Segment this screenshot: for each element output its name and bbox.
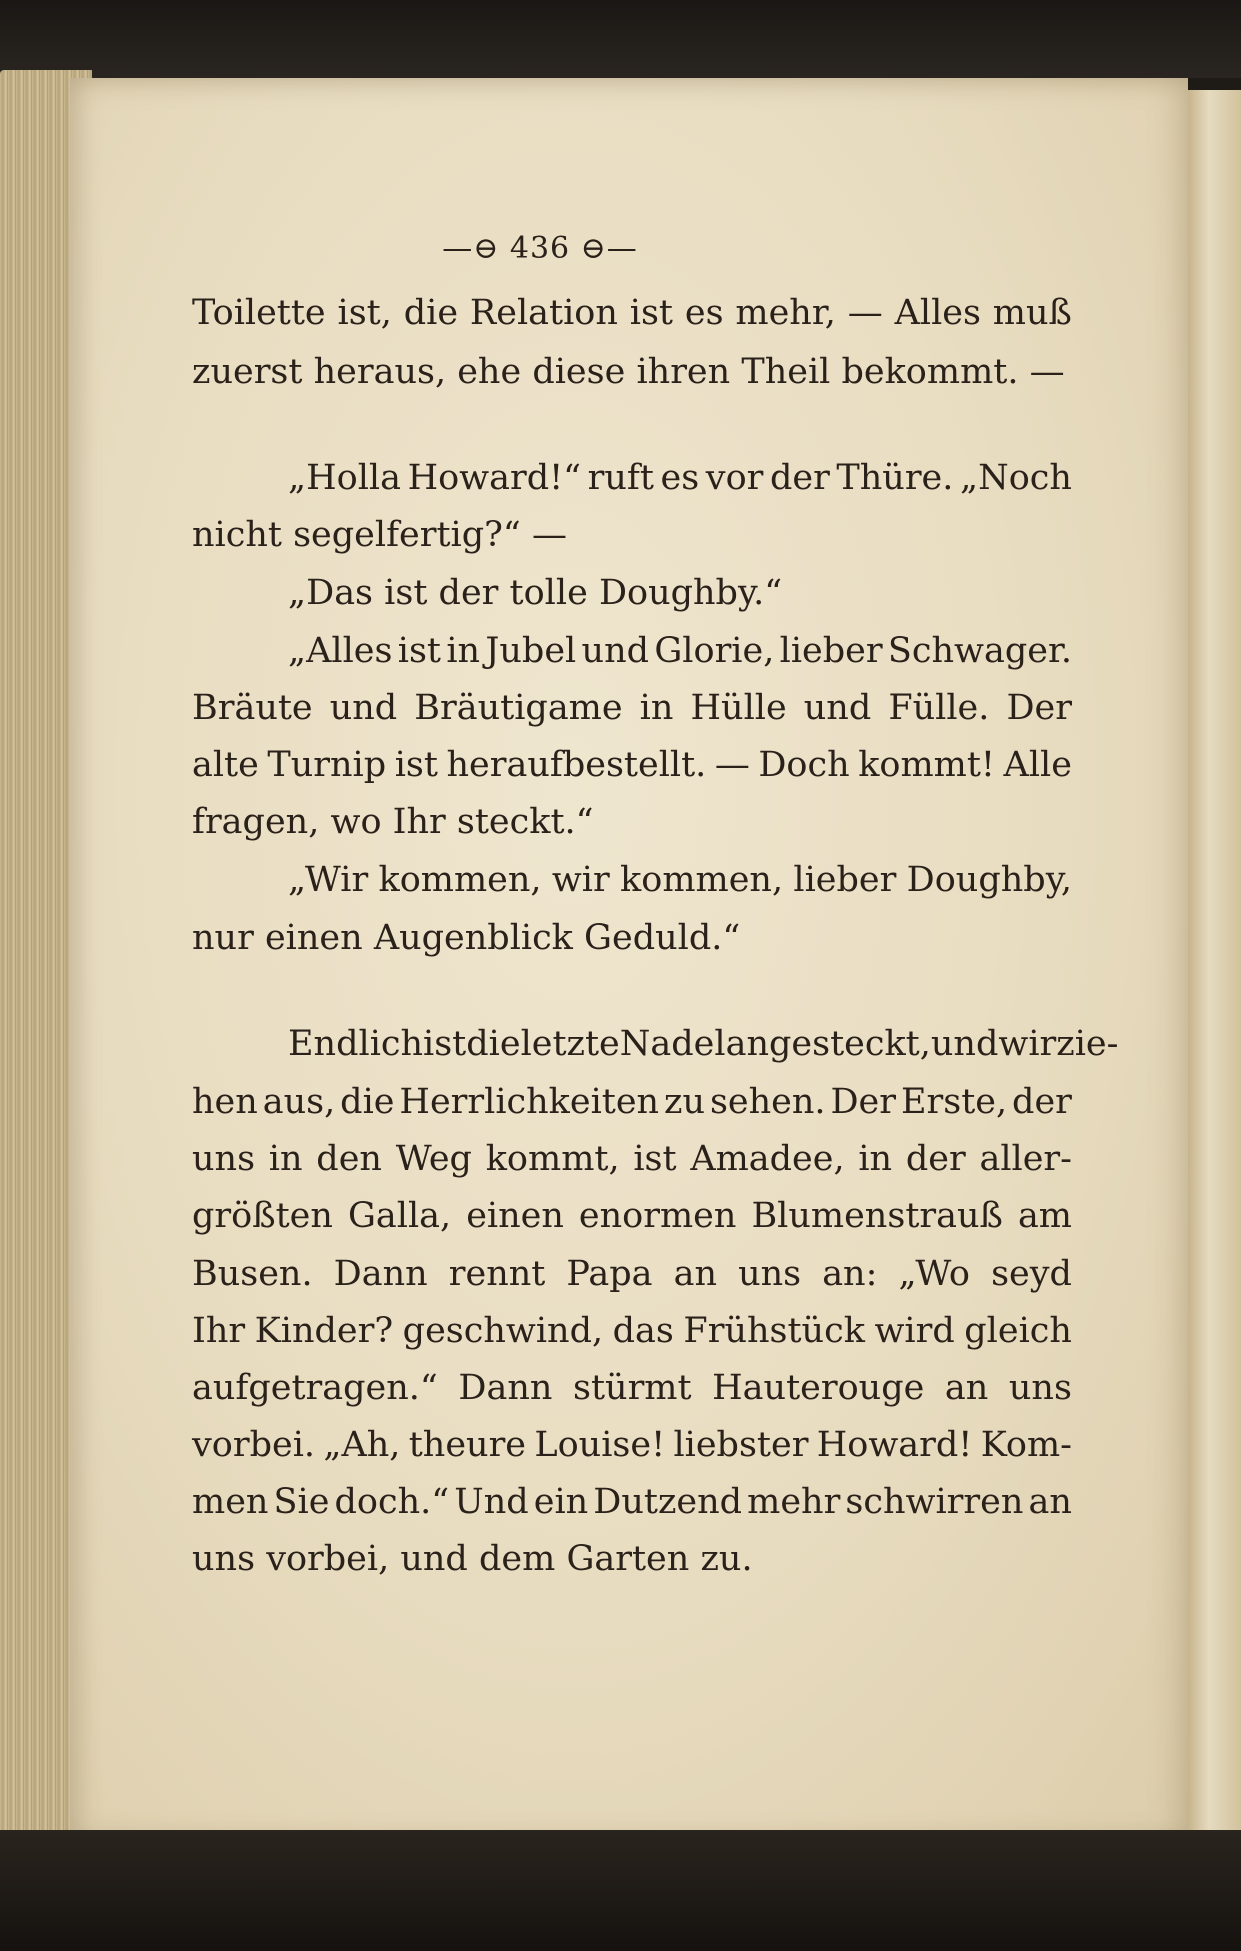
word: — (714, 745, 750, 785)
word: Hülle (690, 688, 787, 728)
word: und (329, 688, 398, 728)
word: Dutzend (593, 1482, 743, 1522)
word: „Ah, (323, 1425, 401, 1465)
word: Erste, (900, 1082, 1008, 1122)
word: kommt, (485, 1139, 620, 1179)
word: Weg (395, 1139, 472, 1179)
word: vor (705, 458, 764, 498)
word: wird (874, 1311, 955, 1351)
text-line (192, 745, 1072, 785)
word: am (1017, 1196, 1072, 1236)
word: bekommt. (841, 352, 1019, 392)
word: größten (192, 1196, 333, 1236)
word: nur (192, 918, 254, 958)
word: „Holla (288, 458, 401, 498)
word: seyd (991, 1254, 1072, 1294)
word: heraufbestellt. (446, 745, 707, 785)
word: „Wo (898, 1254, 971, 1294)
word: Herrlichkeiten (399, 1082, 660, 1122)
word: Howard!“ (407, 458, 582, 498)
word: uns (192, 1539, 256, 1579)
word: fragen, (192, 802, 320, 842)
word: an (1028, 1482, 1072, 1522)
word: ist (633, 1139, 677, 1179)
word: wir (551, 860, 610, 900)
word: der (438, 573, 499, 613)
text-line (192, 1368, 1072, 1408)
word: ist (423, 1024, 467, 1064)
word: Dann (333, 1254, 428, 1294)
word: nicht (192, 515, 282, 555)
word: Thüre. (836, 458, 954, 498)
word: uns (1008, 1368, 1072, 1408)
word: enormen (578, 1196, 737, 1236)
word: Augenblick (373, 918, 573, 958)
word: an: (822, 1254, 878, 1294)
word: kommen, (620, 860, 784, 900)
word: liebster (673, 1425, 809, 1465)
word: an (944, 1368, 989, 1408)
word: mehr (747, 1482, 841, 1522)
word: geschwind, (402, 1311, 604, 1351)
word: und (400, 1539, 468, 1579)
word: Bräutigame (414, 688, 623, 728)
word: den (316, 1139, 382, 1179)
word: in (268, 1139, 303, 1179)
word: uns (192, 1139, 256, 1179)
word: ist, (337, 293, 392, 333)
word: Frühstück (683, 1311, 865, 1351)
word: mehr, (735, 293, 836, 333)
word: Theil (741, 352, 831, 392)
word: — (847, 293, 883, 333)
word: Doughby.“ (598, 573, 783, 613)
text-line (192, 1539, 753, 1579)
word: hen (192, 1082, 258, 1122)
word: angesteckt, (725, 1024, 931, 1064)
word: Galla, (347, 1196, 452, 1236)
word: aller- (979, 1139, 1072, 1179)
word: Der (1006, 688, 1072, 728)
word: ist (629, 293, 673, 333)
text-line (288, 860, 1072, 900)
word: einen (466, 1196, 564, 1236)
text-line (192, 1196, 1072, 1236)
word: und (803, 688, 872, 728)
word: diese (532, 352, 626, 392)
word: „Noch (959, 458, 1072, 498)
word: Sie (273, 1482, 330, 1522)
word: Jubel (485, 631, 577, 671)
word: zu (664, 1082, 706, 1122)
word: segelfertig?“ (293, 515, 521, 555)
word: das (612, 1311, 674, 1351)
text-line (192, 515, 567, 555)
word: uns (738, 1254, 802, 1294)
word: Hauterouge (712, 1368, 925, 1408)
text-line (192, 1082, 1072, 1122)
word: lieber (779, 631, 883, 671)
text-line (192, 1254, 1072, 1294)
word: Louise! (534, 1425, 666, 1465)
page-edge-right (1188, 90, 1241, 1845)
word: in (858, 1139, 893, 1179)
word: „Alles (288, 631, 393, 671)
word: rennt (448, 1254, 546, 1294)
word: wir (998, 1024, 1057, 1064)
word: Kom- (980, 1425, 1072, 1465)
word: Schwager. (887, 631, 1072, 671)
word: wo (330, 802, 382, 842)
text-line (192, 918, 741, 958)
text-line (192, 802, 594, 842)
word: lieber (793, 860, 897, 900)
word: aufgetragen.“ (192, 1368, 438, 1408)
word: ihren (636, 352, 731, 392)
word: Dann (458, 1368, 553, 1408)
word: Papa (566, 1254, 653, 1294)
word: doch.“ (334, 1482, 450, 1522)
word: ist (394, 745, 438, 785)
word: ist (384, 573, 428, 613)
word: Relation (469, 293, 618, 333)
word: ruft (587, 458, 654, 498)
word: und (930, 1024, 999, 1064)
word: heraus, (313, 352, 447, 392)
word: der (769, 458, 830, 498)
word: zu. (700, 1539, 753, 1579)
word: steckt.“ (456, 802, 594, 842)
word: aus, (262, 1082, 336, 1122)
word: „Das (288, 573, 374, 613)
word: Kinder? (254, 1311, 394, 1351)
word: Fülle. (888, 688, 990, 728)
word: Doch (758, 745, 850, 785)
word: Glorie, (654, 631, 775, 671)
word: kommt! (858, 745, 995, 785)
word: Endlich (288, 1024, 424, 1064)
word: Blumenstrauß (751, 1196, 1003, 1236)
word: Nadel (619, 1024, 726, 1064)
word: letzte (520, 1024, 620, 1064)
word: Der (830, 1082, 897, 1122)
word: Geduld.“ (584, 918, 741, 958)
word: muß (992, 293, 1072, 333)
word: zie- (1056, 1024, 1119, 1064)
text-line (192, 688, 1072, 728)
word: Doughby, (906, 860, 1072, 900)
text-line (288, 458, 1072, 498)
scan-bottom-border (0, 1830, 1241, 1951)
word: Turnip (267, 745, 387, 785)
word: ehe (457, 352, 522, 392)
word: Bräute (192, 688, 313, 728)
word: theure (408, 1425, 527, 1465)
word: Howard! (816, 1425, 973, 1465)
word: vorbei. (192, 1425, 316, 1465)
word: Toilette (192, 293, 326, 333)
word: Garten (566, 1539, 690, 1579)
text-line (192, 352, 1065, 392)
word: men (192, 1482, 269, 1522)
word: dem (478, 1539, 556, 1579)
word: Alle (1003, 745, 1072, 785)
word: einen (264, 918, 363, 958)
word: in (639, 688, 674, 728)
word: es (660, 458, 700, 498)
word: Ihr (392, 802, 446, 842)
word: und (581, 631, 650, 671)
text-line (288, 573, 783, 613)
word: Busen. (192, 1254, 313, 1294)
text-line (192, 1139, 1072, 1179)
word: — (531, 515, 567, 555)
word: an (673, 1254, 718, 1294)
word: Ihr (192, 1311, 246, 1351)
scan-top-border (0, 0, 1241, 78)
word: Alles (894, 293, 981, 333)
word: in (446, 631, 481, 671)
word: schwirren (845, 1482, 1024, 1522)
text-line (192, 1425, 1072, 1465)
word: sehen. (709, 1082, 826, 1122)
word: der (1012, 1082, 1072, 1122)
word: alte (192, 745, 259, 785)
word: zuerst (192, 352, 303, 392)
word: vorbei, (266, 1539, 390, 1579)
word: der (905, 1139, 966, 1179)
word: Amadee, (690, 1139, 845, 1179)
text-line (288, 1024, 1119, 1064)
page-number: —⊖ 436 ⊖— (442, 231, 638, 266)
word: es (684, 293, 724, 333)
word: tolle (509, 573, 588, 613)
text-line (192, 1311, 1072, 1351)
word: gleich (964, 1311, 1072, 1351)
word: die (403, 293, 459, 333)
word: kommen, (378, 860, 542, 900)
text-line (192, 1482, 1072, 1522)
word: ein (533, 1482, 589, 1522)
text-line (192, 293, 1072, 333)
word: — (1029, 352, 1065, 392)
word: Und (454, 1482, 529, 1522)
word: „Wir (288, 860, 369, 900)
word: stürmt (573, 1368, 692, 1408)
word: die (466, 1024, 521, 1064)
word: ist (397, 631, 442, 671)
text-line (288, 631, 1072, 671)
word: die (340, 1082, 395, 1122)
